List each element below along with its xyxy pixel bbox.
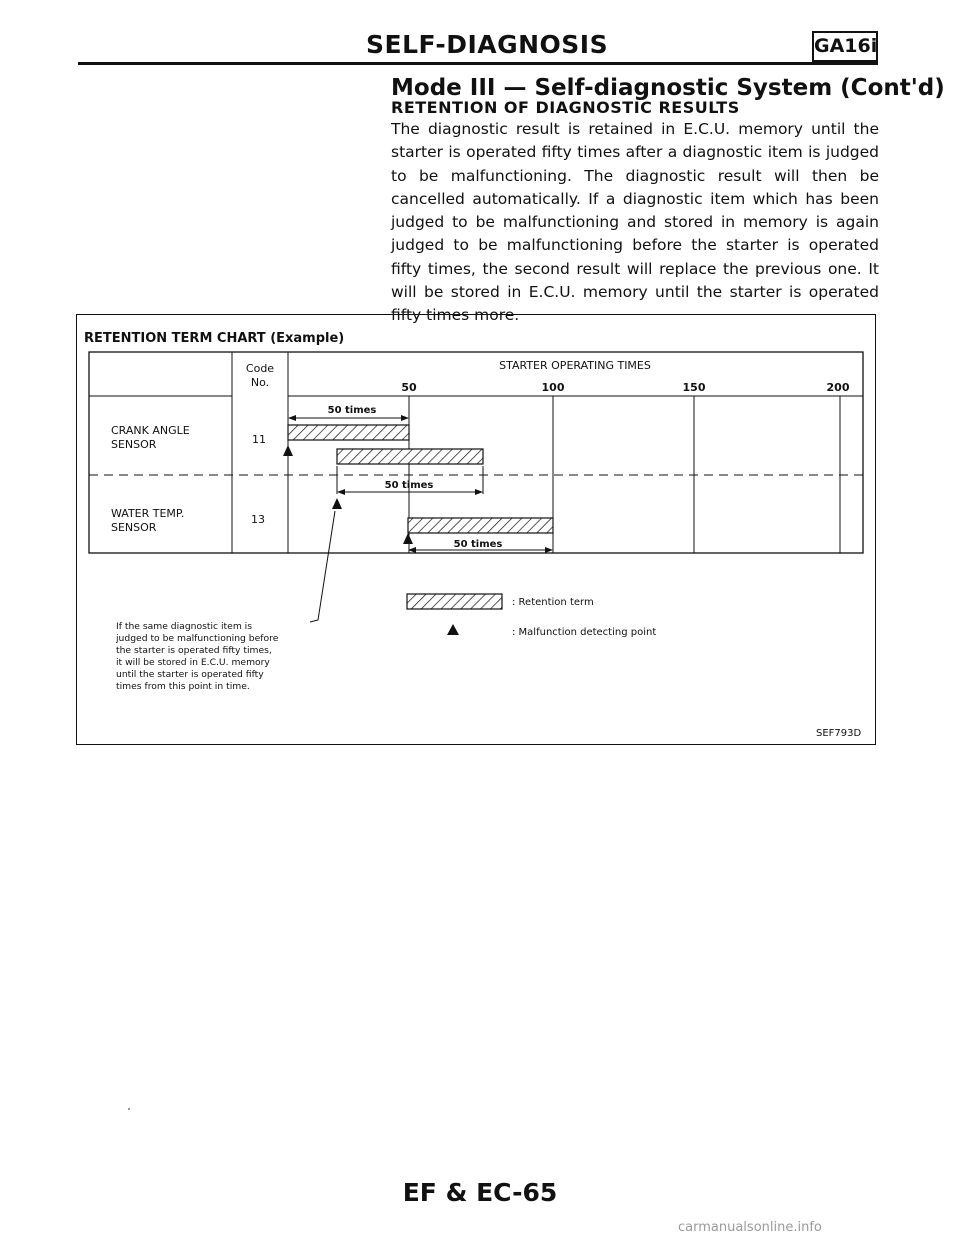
detect-point-1 <box>283 445 293 456</box>
span-label-2: 50 times <box>384 480 434 491</box>
section-title: Mode III — Self-diagnostic System (Cont'd) <box>391 75 945 101</box>
legend-retention-label: : Retention term <box>512 597 594 608</box>
code-header-line2: No. <box>250 376 270 389</box>
subheading: RETENTION OF DIAGNOSTIC RESULTS <box>391 98 740 117</box>
page-header-title: SELF-DIAGNOSIS <box>366 30 609 59</box>
row2-code: 13 <box>251 513 265 526</box>
row1-name-line2: SENSOR <box>111 438 157 451</box>
detect-point-2 <box>332 498 342 509</box>
retention-bar-3 <box>408 518 553 533</box>
body-paragraph: The diagnostic result is retained in E.C.U. memory until the starter is operated fifty times after a diagnostic item is judged to be malfunctioning. The diagnostic result will then be cancelled automatically. If a diagnostic item which has been judged to be malfunctioning and stored in memory is again judged to be malfunctioning before the starter is operated fifty times, the second result will replace the previous one. It will be stored in E.C.U. memory until the starter is operated fifty times more. <box>391 120 879 325</box>
row1-code: 11 <box>252 433 266 446</box>
legend-malfunction-label: : Malfunction detecting point <box>512 627 657 638</box>
tick-50: 50 <box>401 381 417 394</box>
span-label-1: 50 times <box>327 405 377 416</box>
tick-100: 100 <box>541 381 565 394</box>
row1-name-line1: CRANK ANGLE <box>111 424 190 437</box>
note-line-6: times from this point in time. <box>116 681 250 692</box>
page-number: EF & EC-65 <box>402 1178 558 1207</box>
note-line-2: judged to be malfunctioning before <box>116 633 279 644</box>
detect-point-3 <box>403 533 413 544</box>
watermark: carmanualsonline.info <box>678 1220 822 1235</box>
note-line-5: until the starter is operated fifty <box>116 669 264 680</box>
speck <box>128 1108 130 1110</box>
tick-150: 150 <box>682 381 706 394</box>
note-leader-line <box>310 511 335 622</box>
engine-badge: GA16i <box>812 31 878 62</box>
row2-name-line2: SENSOR <box>111 521 157 534</box>
span-label-3: 50 times <box>453 539 503 550</box>
legend-retention-swatch <box>407 594 502 609</box>
legend-detect-marker <box>447 624 459 635</box>
starter-header: STARTER OPERATING TIMES <box>499 359 651 372</box>
retention-bar-1 <box>288 425 409 440</box>
tick-200: 200 <box>826 381 850 394</box>
figure-code: SEF793D <box>816 728 862 739</box>
note-line-3: the starter is operated fifty times, <box>116 645 272 656</box>
figure-title: RETENTION TERM CHART (Example) <box>84 331 345 346</box>
note-line-1: If the same diagnostic item is <box>116 621 253 632</box>
code-header-line1: Code <box>245 362 275 375</box>
note-line-4: it will be stored in E.C.U. memory <box>116 657 270 668</box>
retention-bar-2 <box>337 449 483 464</box>
row2-name-line1: WATER TEMP. <box>111 507 185 520</box>
